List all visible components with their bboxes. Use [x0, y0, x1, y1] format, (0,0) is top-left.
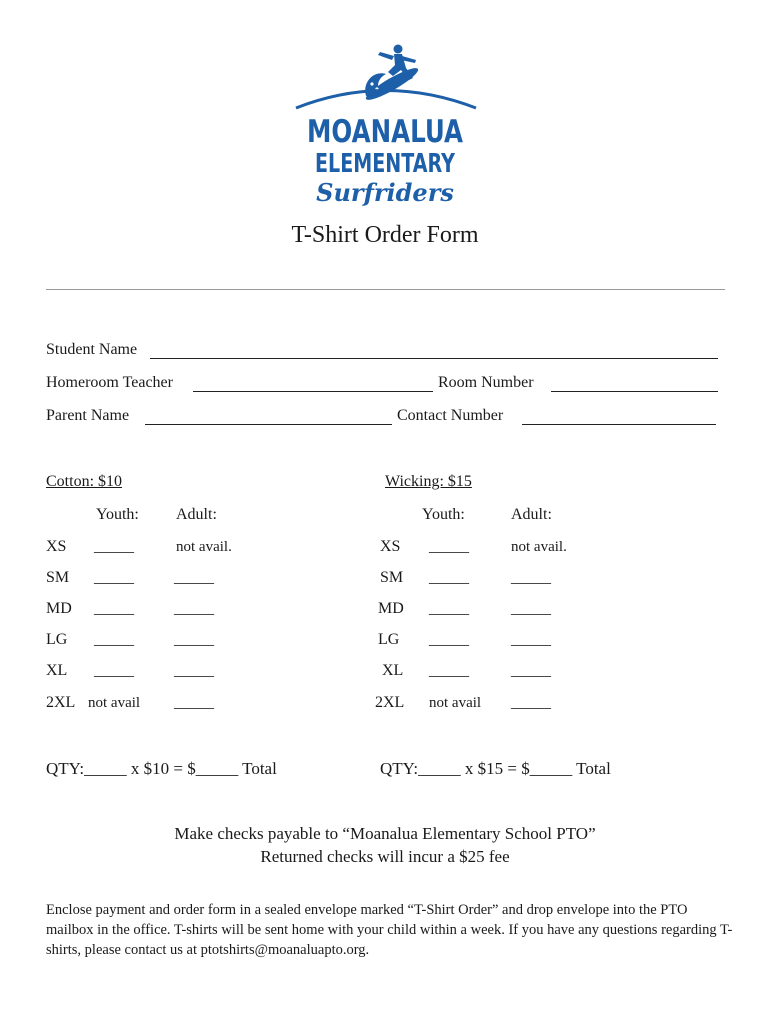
title-divider [46, 289, 725, 290]
wicking-size: XS [380, 538, 401, 555]
wicking-adult-sm[interactable]: _____ [511, 569, 551, 586]
wicking-youth-xs[interactable]: _____ [429, 538, 469, 555]
wicking-youth-2xl: not avail [429, 695, 482, 711]
room-number-label: Room Number [438, 374, 534, 391]
wicking-adult-2xl[interactable]: _____ [511, 694, 551, 711]
cotton-adult-2xl[interactable]: _____ [174, 694, 214, 711]
logo-line1: MOANALUA [307, 114, 464, 150]
homeroom-teacher-field[interactable] [193, 391, 433, 392]
checks-payable-note: Make checks payable to “Moanalua Elementary School PTO” [174, 824, 596, 843]
wicking-youth-sm[interactable]: _____ [429, 569, 469, 586]
cotton-adult-xs: not avail. [176, 539, 232, 555]
school-logo [280, 38, 490, 218]
wicking-youth-lg[interactable]: _____ [429, 631, 469, 648]
wicking-heading: Wicking: $15 [385, 473, 472, 490]
wicking-size: MD [378, 600, 404, 617]
wicking-adult-md[interactable]: _____ [511, 600, 551, 617]
contact-number-label: Contact Number [397, 407, 504, 424]
logo-line3: Surfriders [316, 178, 454, 207]
cotton-youth-2xl: not avail [88, 695, 141, 711]
wicking-adult-xl[interactable]: _____ [511, 662, 551, 679]
wicking-youth-md[interactable]: _____ [429, 600, 469, 617]
cotton-youth-lg[interactable]: _____ [94, 631, 134, 648]
cotton-size: XS [46, 538, 67, 555]
wicking-qty-total[interactable]: QTY:_____ x $15 = $_____ Total [380, 759, 611, 778]
cotton-size: SM [46, 569, 70, 586]
wicking-size: SM [380, 569, 404, 586]
wicking-youth-xl[interactable]: _____ [429, 662, 469, 679]
wicking-size: LG [378, 631, 400, 648]
wicking-youth-label: Youth: [422, 506, 465, 523]
wicking-adult-lg[interactable]: _____ [511, 631, 551, 648]
cotton-youth-xs[interactable]: _____ [94, 538, 134, 555]
homeroom-teacher-label: Homeroom Teacher [46, 374, 173, 391]
logo-line2: ELEMENTARY [315, 149, 456, 179]
cotton-size: LG [46, 631, 68, 648]
cotton-heading: Cotton: $10 [46, 473, 123, 490]
surfer-icon [363, 45, 421, 105]
cotton-size: 2XL [46, 694, 76, 711]
student-name-field[interactable] [150, 358, 718, 359]
wicking-adult-xs: not avail. [511, 539, 567, 555]
cotton-youth-md[interactable]: _____ [94, 600, 134, 617]
returned-checks-note: Returned checks will incur a $25 fee [260, 847, 510, 866]
wicking-size: 2XL [375, 694, 405, 711]
page-title: T-Shirt Order Form [291, 222, 479, 248]
room-number-field[interactable] [551, 391, 718, 392]
parent-name-field[interactable] [145, 424, 392, 425]
cotton-adult-lg[interactable]: _____ [174, 631, 214, 648]
cotton-qty-total[interactable]: QTY:_____ x $10 = $_____ Total [46, 759, 277, 778]
wicking-adult-label: Adult: [511, 506, 552, 523]
cotton-adult-md[interactable]: _____ [174, 600, 214, 617]
cotton-youth-sm[interactable]: _____ [94, 569, 134, 586]
cotton-youth-xl[interactable]: _____ [94, 662, 134, 679]
instructions-paragraph: Enclose payment and order form in a sealed envelope marked “T-Shirt Order” and drop envelope into the PTO mailbox in the office. T-shirts will be sent home with your child within a week. If you have any questions regarding T-shirts, please contact us at ptotshirts@moanaluapto.org. [46, 902, 733, 958]
contact-number-field[interactable] [522, 424, 716, 425]
cotton-size: MD [46, 600, 72, 617]
cotton-adult-sm[interactable]: _____ [174, 569, 214, 586]
cotton-youth-label: Youth: [96, 506, 139, 523]
cotton-adult-xl[interactable]: _____ [174, 662, 214, 679]
student-name-label: Student Name [46, 341, 138, 358]
cotton-adult-label: Adult: [176, 506, 217, 523]
wicking-size: XL [382, 662, 404, 679]
cotton-size: XL [46, 662, 68, 679]
parent-name-label: Parent Name [46, 407, 130, 424]
